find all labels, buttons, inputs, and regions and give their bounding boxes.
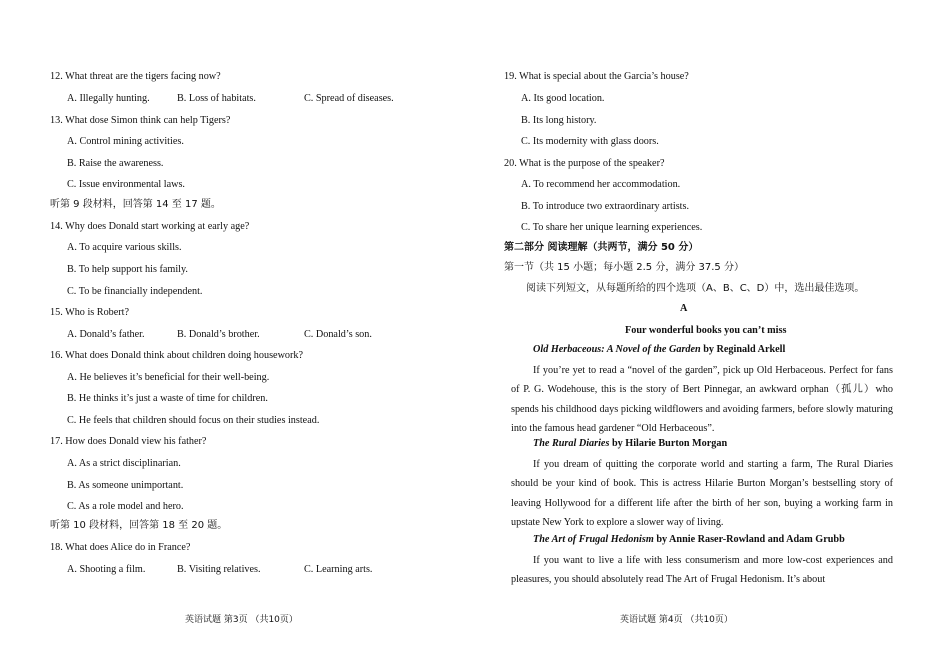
question-13: 13. What dose Simon think can help Tigers?: [50, 115, 231, 126]
q18-option-c: C. Learning arts.: [304, 564, 373, 575]
q14-option-a: A. To acquire various skills.: [67, 242, 182, 253]
q20-option-b: B. To introduce two extraordinary artists.: [521, 201, 690, 212]
book-1-author: by Reginald Arkell: [700, 344, 786, 355]
book-3-author: by Annie Raser-Rowland and Adam Grubb: [653, 534, 845, 545]
book-1-heading: [533, 343, 785, 357]
q19-option-b: B. Its long history.: [521, 115, 597, 126]
book-2-title: The Rural Diaries: [533, 438, 610, 449]
q16-option-b: B. He thinks it’s just a waste of time for children.: [67, 393, 268, 404]
q12-option-a: A. Illegally hunting.: [67, 93, 150, 104]
q19-option-a: A. Its good location.: [521, 93, 605, 104]
q15-option-c: C. Donald’s son.: [304, 329, 372, 340]
question-20: 20. What is the purpose of the speaker?: [504, 158, 665, 169]
book-1-title: Old Herbaceous: A Novel of the Garden: [533, 344, 701, 355]
question-17: 17. How does Donald view his father?: [50, 436, 207, 447]
q20-option-a: A. To recommend her accommodation.: [521, 179, 681, 190]
book-2-description: If you dream of quitting the corporate world and starting a farm, The Rural Diaries should be your kind of book. This is actress Hilarie Burton Morgan’s bestselling story of leaving Hollywood for a different life after the birth of her son, buying a working farm in upstate New York to explore a slower way of living.: [511, 459, 893, 529]
question-18: 18. What does Alice do in France?: [50, 542, 191, 553]
book-3-description: If you want to live a life with less consumerism and more low-cost experiences and pleasures, you should absolutely read The Art of Frugal Hedonism. It’s about: [511, 555, 893, 586]
q18-option-b: B. Visiting relatives.: [177, 564, 261, 575]
passage-title: Four wonderful books you can’t miss: [625, 325, 787, 336]
q19-option-c: C. Its modernity with glass doors.: [521, 136, 659, 147]
q15-option-a: A. Donald’s father.: [67, 329, 145, 340]
q18-option-a: A. Shooting a film.: [67, 564, 146, 575]
book-3-heading: [533, 533, 845, 547]
q16-option-c: C. He feels that children should focus on their studies instead.: [67, 415, 320, 426]
q12-option-b: B. Loss of habitats.: [177, 93, 256, 104]
question-16: 16. What does Donald think about children doing housework?: [50, 350, 304, 361]
book-2-heading: [533, 437, 727, 451]
section-10-instruction: 听第 10 段材料，回答第 18 至 20 题。: [50, 520, 228, 531]
book-3-title: The Art of Frugal Hedonism: [533, 534, 654, 545]
q14-option-b: B. To help support his family.: [67, 264, 188, 275]
section-1-heading: 第一节（共 15 小题；每小题 2.5 分，满分 37.5 分）: [504, 262, 744, 273]
q12-option-c: C. Spread of diseases.: [304, 93, 394, 104]
passage-letter: A: [680, 303, 688, 314]
right-page-footer: 英语试题 第4页 （共10页）: [620, 615, 733, 625]
q15-option-b: B. Donald’s brother.: [177, 329, 260, 340]
left-page-footer: 英语试题 第3页 （共10页）: [185, 615, 298, 625]
question-14: 14. Why does Donald start working at early age?: [50, 221, 250, 232]
q17-option-c: C. As a role model and hero.: [67, 501, 184, 512]
q17-option-a: A. As a strict disciplinarian.: [67, 458, 181, 469]
question-12: 12. What threat are the tigers facing now?: [50, 71, 221, 82]
question-15: 15. Who is Robert?: [50, 307, 130, 318]
book-2-author: by Hilarie Burton Morgan: [609, 438, 728, 449]
section-9-instruction: 听第 9 段材料，回答第 14 至 17 题。: [50, 199, 221, 210]
q13-option-b: B. Raise the awareness.: [67, 158, 164, 169]
reading-instruction: 阅读下列短文，从每题所给的四个选项（A、B、C、D）中，选出最佳选项。: [526, 283, 865, 294]
book-1-description: If you’re yet to read a “novel of the garden”, pick up Old Herbaceous. Perfect for fans of P. G. Wodehouse, this is the story of Bert Pinnegar, an awkward orphan（孤儿）who spends his childhood days picking wildflowers and avoiding farmers, before slowly maturing into the famous head gardener “Old Herbaceous”.: [511, 365, 893, 435]
q13-option-a: A. Control mining activities.: [67, 136, 184, 147]
part-2-heading: 第二部分 阅读理解（共两节，满分 50 分）: [504, 242, 699, 253]
q14-option-c: C. To be financially independent.: [67, 286, 203, 297]
question-19: 19. What is special about the Garcia’s house?: [504, 71, 689, 82]
q20-option-c: C. To share her unique learning experiences.: [521, 222, 703, 233]
q17-option-b: B. As someone unimportant.: [67, 480, 184, 491]
q16-option-a: A. He believes it’s beneficial for their well-being.: [67, 372, 270, 383]
q13-option-c: C. Issue environmental laws.: [67, 179, 185, 190]
